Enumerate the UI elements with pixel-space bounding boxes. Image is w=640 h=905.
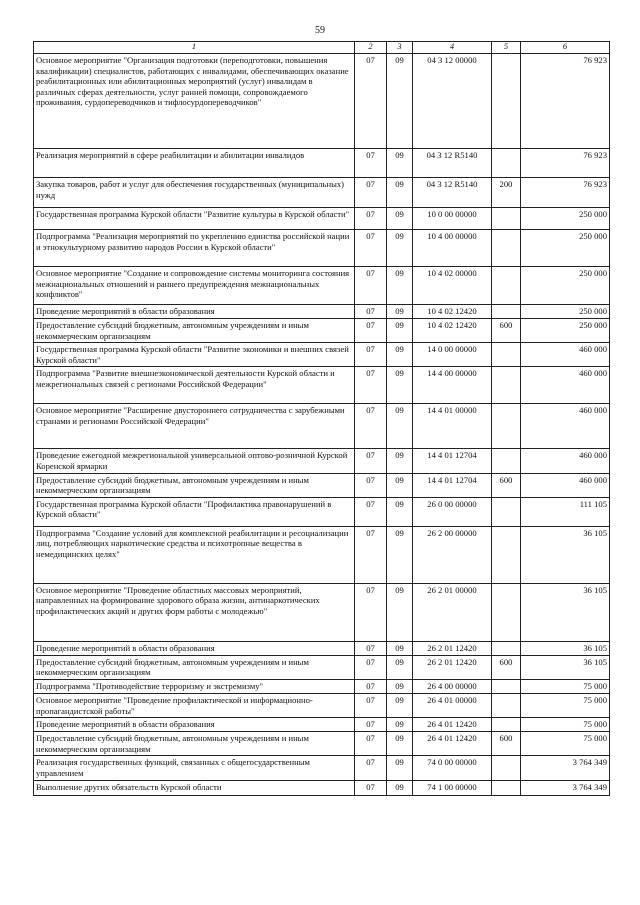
row-target-article: 10 4 02 12420 <box>413 319 492 343</box>
row-amount: 460 000 <box>521 343 610 367</box>
row-target-article: 26 0 00 00000 <box>413 497 492 526</box>
row-target-article: 14 4 01 00000 <box>413 404 492 449</box>
row-name: Подпрограмма "Развитие внешнеэкономической деятельности Курской области и межрегиональных связей с регионами Российской Федерации" <box>34 367 355 404</box>
row-name: Подпрограмма "Создание условий для комплексной реабилитации и ресоциализации лиц, потребляющих наркотические средства и психотропные вещества в немедицинских целях" <box>34 526 355 583</box>
row-amount: 75 000 <box>521 679 610 693</box>
table-row <box>34 583 610 641</box>
row-name: Основное мероприятие "Проведение профилактической и информационно-пропагандистской работы" <box>34 693 355 717</box>
row-amount: 460 000 <box>521 449 610 473</box>
row-target-article: 04 3 12 R5140 <box>413 178 492 208</box>
row-section: 07 <box>355 178 387 208</box>
row-expense-type <box>492 718 521 732</box>
row-expense-type <box>492 305 521 319</box>
table-row <box>34 655 610 679</box>
row-subsection: 09 <box>387 732 413 756</box>
header-row <box>34 42 610 54</box>
table-row <box>34 732 610 756</box>
table-row <box>34 343 610 367</box>
row-expense-type <box>492 367 521 404</box>
row-amount: 3 764 349 <box>521 780 610 795</box>
table-row <box>34 404 610 449</box>
row-amount: 36 105 <box>521 583 610 641</box>
row-subsection: 09 <box>387 54 413 149</box>
row-name: Предоставление субсидий бюджетным, автономным учреждениям и иным некоммерческим организациям <box>34 319 355 343</box>
row-amount: 76 923 <box>521 149 610 178</box>
row-section: 07 <box>355 583 387 641</box>
row-name: Проведение ежегодной межрегиональной универсальной оптово-розничной Курской Коренской ярмарки <box>34 449 355 473</box>
row-amount: 460 000 <box>521 404 610 449</box>
row-target-article: 10 4 00 00000 <box>413 230 492 267</box>
row-subsection: 09 <box>387 583 413 641</box>
row-name: Государственная программа Курской области "Развитие экономики и внешних связей Курской области" <box>34 343 355 367</box>
row-subsection: 09 <box>387 149 413 178</box>
row-subsection: 09 <box>387 178 413 208</box>
row-expense-type <box>492 583 521 641</box>
row-section: 07 <box>355 497 387 526</box>
table-row <box>34 693 610 717</box>
row-name: Государственная программа Курской области "Профилактика правонарушений в Курской области" <box>34 497 355 526</box>
row-section: 07 <box>355 756 387 780</box>
row-amount: 36 105 <box>521 641 610 655</box>
table-row <box>34 679 610 693</box>
row-name: Основное мероприятие "Проведение областных массовых мероприятий, направленных на формирование здорового образа жизни, антинаркотических профилактических акций и других форм работы с молодежью" <box>34 583 355 641</box>
row-section: 07 <box>355 267 387 305</box>
budget-table <box>33 41 610 796</box>
row-target-article: 26 2 00 00000 <box>413 526 492 583</box>
table-row <box>34 526 610 583</box>
row-section: 07 <box>355 641 387 655</box>
row-expense-type <box>492 449 521 473</box>
row-section: 07 <box>355 718 387 732</box>
row-target-article: 74 0 00 00000 <box>413 756 492 780</box>
row-name: Предоставление субсидий бюджетным, автономным учреждениям и иным некоммерческим организациям <box>34 473 355 497</box>
row-section: 07 <box>355 404 387 449</box>
header-cell-4: 4 <box>413 42 492 54</box>
row-subsection: 09 <box>387 497 413 526</box>
row-target-article: 74 1 00 00000 <box>413 780 492 795</box>
table-row <box>34 473 610 497</box>
row-name: Основное мероприятие "Создание и сопровождение системы мониторинга состояния межнациональных отношений и раннего предупреждения межнациональных конфликтов" <box>34 267 355 305</box>
row-target-article: 26 4 00 00000 <box>413 679 492 693</box>
row-target-article: 14 4 01 12704 <box>413 449 492 473</box>
row-section: 07 <box>355 473 387 497</box>
row-subsection: 09 <box>387 473 413 497</box>
row-target-article: 26 4 01 12420 <box>413 732 492 756</box>
row-name: Предоставление субсидий бюджетным, автономным учреждениям и иным некоммерческим организациям <box>34 655 355 679</box>
row-amount: 36 105 <box>521 526 610 583</box>
row-expense-type <box>492 693 521 717</box>
row-amount: 250 000 <box>521 305 610 319</box>
row-subsection: 09 <box>387 449 413 473</box>
row-name: Предоставление субсидий бюджетным, автономным учреждениям и иным некоммерческим организациям <box>34 732 355 756</box>
header-cell-1: 1 <box>34 42 355 54</box>
header-cell-5: 5 <box>492 42 521 54</box>
row-section: 07 <box>355 54 387 149</box>
row-expense-type <box>492 497 521 526</box>
row-name: Проведение мероприятий в области образования <box>34 641 355 655</box>
row-subsection: 09 <box>387 230 413 267</box>
row-section: 07 <box>355 780 387 795</box>
row-section: 07 <box>355 732 387 756</box>
row-expense-type <box>492 641 521 655</box>
table-row <box>34 54 610 149</box>
row-section: 07 <box>355 693 387 717</box>
row-target-article: 04 3 12 00000 <box>413 54 492 149</box>
table-row <box>34 319 610 343</box>
row-expense-type <box>492 526 521 583</box>
row-target-article: 14 0 00 00000 <box>413 343 492 367</box>
row-section: 07 <box>355 230 387 267</box>
row-subsection: 09 <box>387 655 413 679</box>
row-subsection: 09 <box>387 718 413 732</box>
row-amount: 460 000 <box>521 473 610 497</box>
row-amount: 111 105 <box>521 497 610 526</box>
row-amount: 250 000 <box>521 319 610 343</box>
row-amount: 75 000 <box>521 732 610 756</box>
row-name: Государственная программа Курской области "Развитие культуры в Курской области" <box>34 208 355 230</box>
table-row <box>34 305 610 319</box>
row-target-article: 04 3 12 R5140 <box>413 149 492 178</box>
header-cell-6: 6 <box>521 42 610 54</box>
row-expense-type <box>492 756 521 780</box>
row-name: Выполнение других обязательств Курской области <box>34 780 355 795</box>
row-subsection: 09 <box>387 367 413 404</box>
table-row <box>34 449 610 473</box>
row-expense-type: 600 <box>492 732 521 756</box>
row-section: 07 <box>355 305 387 319</box>
row-subsection: 09 <box>387 756 413 780</box>
row-expense-type <box>492 230 521 267</box>
row-expense-type <box>492 54 521 149</box>
table-row <box>34 230 610 267</box>
row-amount: 250 000 <box>521 208 610 230</box>
row-expense-type <box>492 208 521 230</box>
row-subsection: 09 <box>387 343 413 367</box>
row-subsection: 09 <box>387 693 413 717</box>
row-subsection: 09 <box>387 641 413 655</box>
row-target-article: 14 4 01 12704 <box>413 473 492 497</box>
table-row <box>34 718 610 732</box>
row-expense-type: 600 <box>492 473 521 497</box>
row-amount: 250 000 <box>521 230 610 267</box>
row-section: 07 <box>355 526 387 583</box>
row-amount: 250 000 <box>521 267 610 305</box>
header-cell-3: 3 <box>387 42 413 54</box>
row-name: Подпрограмма "Противодействие терроризму и экстремизму" <box>34 679 355 693</box>
row-section: 07 <box>355 343 387 367</box>
row-target-article: 26 2 01 12420 <box>413 641 492 655</box>
row-section: 07 <box>355 319 387 343</box>
table-row <box>34 149 610 178</box>
row-amount: 76 923 <box>521 54 610 149</box>
row-amount: 75 000 <box>521 693 610 717</box>
row-target-article: 10 0 00 00000 <box>413 208 492 230</box>
table-row <box>34 178 610 208</box>
row-target-article: 10 4 02 00000 <box>413 267 492 305</box>
table-row <box>34 641 610 655</box>
row-target-article: 26 2 01 00000 <box>413 583 492 641</box>
row-name: Закупка товаров, работ и услуг для обеспечения государственных (муниципальных) нужд <box>34 178 355 208</box>
table-row <box>34 267 610 305</box>
row-expense-type: 600 <box>492 319 521 343</box>
row-expense-type <box>492 343 521 367</box>
row-expense-type <box>492 149 521 178</box>
row-section: 07 <box>355 449 387 473</box>
row-name: Проведение мероприятий в области образования <box>34 305 355 319</box>
row-subsection: 09 <box>387 267 413 305</box>
row-name: Проведение мероприятий в области образования <box>34 718 355 732</box>
table-row <box>34 756 610 780</box>
row-subsection: 09 <box>387 404 413 449</box>
row-name: Основное мероприятие "Расширение двустороннего сотрудничества с зарубежными странами и регионами Российской Федерации" <box>34 404 355 449</box>
row-expense-type <box>492 267 521 305</box>
row-amount: 460 000 <box>521 367 610 404</box>
row-subsection: 09 <box>387 319 413 343</box>
row-amount: 36 105 <box>521 655 610 679</box>
row-name: Основное мероприятие "Организация подготовки (переподготовки, повышения квалификации) специалистов, работающих с инвалидами, обеспечивающих оказание реабилитационных или абилитационных мероприятий (услуг) инвалидам в различных сферах деятельности, услуг ранней помощи, сопровождаемого проживания, сурдопереводчиков и тифлосурдопереводчиков" <box>34 54 355 149</box>
row-amount: 75 000 <box>521 718 610 732</box>
row-expense-type <box>492 404 521 449</box>
row-subsection: 09 <box>387 780 413 795</box>
row-target-article: 10 4 02 12420 <box>413 305 492 319</box>
row-section: 07 <box>355 367 387 404</box>
row-subsection: 09 <box>387 208 413 230</box>
table-row <box>34 497 610 526</box>
header-cell-2: 2 <box>355 42 387 54</box>
row-expense-type: 600 <box>492 655 521 679</box>
row-target-article: 26 4 01 12420 <box>413 718 492 732</box>
row-amount: 3 764 349 <box>521 756 610 780</box>
page-number: 59 <box>315 25 325 36</box>
row-section: 07 <box>355 679 387 693</box>
row-target-article: 26 4 01 00000 <box>413 693 492 717</box>
row-target-article: 14 4 00 00000 <box>413 367 492 404</box>
row-expense-type <box>492 780 521 795</box>
row-subsection: 09 <box>387 526 413 583</box>
row-expense-type <box>492 679 521 693</box>
row-subsection: 09 <box>387 679 413 693</box>
row-target-article: 26 2 01 12420 <box>413 655 492 679</box>
table-row <box>34 208 610 230</box>
row-subsection: 09 <box>387 305 413 319</box>
table-row <box>34 367 610 404</box>
row-expense-type: 200 <box>492 178 521 208</box>
row-amount: 76 923 <box>521 178 610 208</box>
row-section: 07 <box>355 149 387 178</box>
row-name: Реализация мероприятий в сфере реабилитации и абилитации инвалидов <box>34 149 355 178</box>
row-name: Подпрограмма "Реализация мероприятий по укреплению единства российской нации и этнокультурному развитию народов России в Курской области" <box>34 230 355 267</box>
row-section: 07 <box>355 208 387 230</box>
table-row <box>34 780 610 795</box>
row-name: Реализация государственных функций, связанных с общегосударственным управлением <box>34 756 355 780</box>
row-section: 07 <box>355 655 387 679</box>
